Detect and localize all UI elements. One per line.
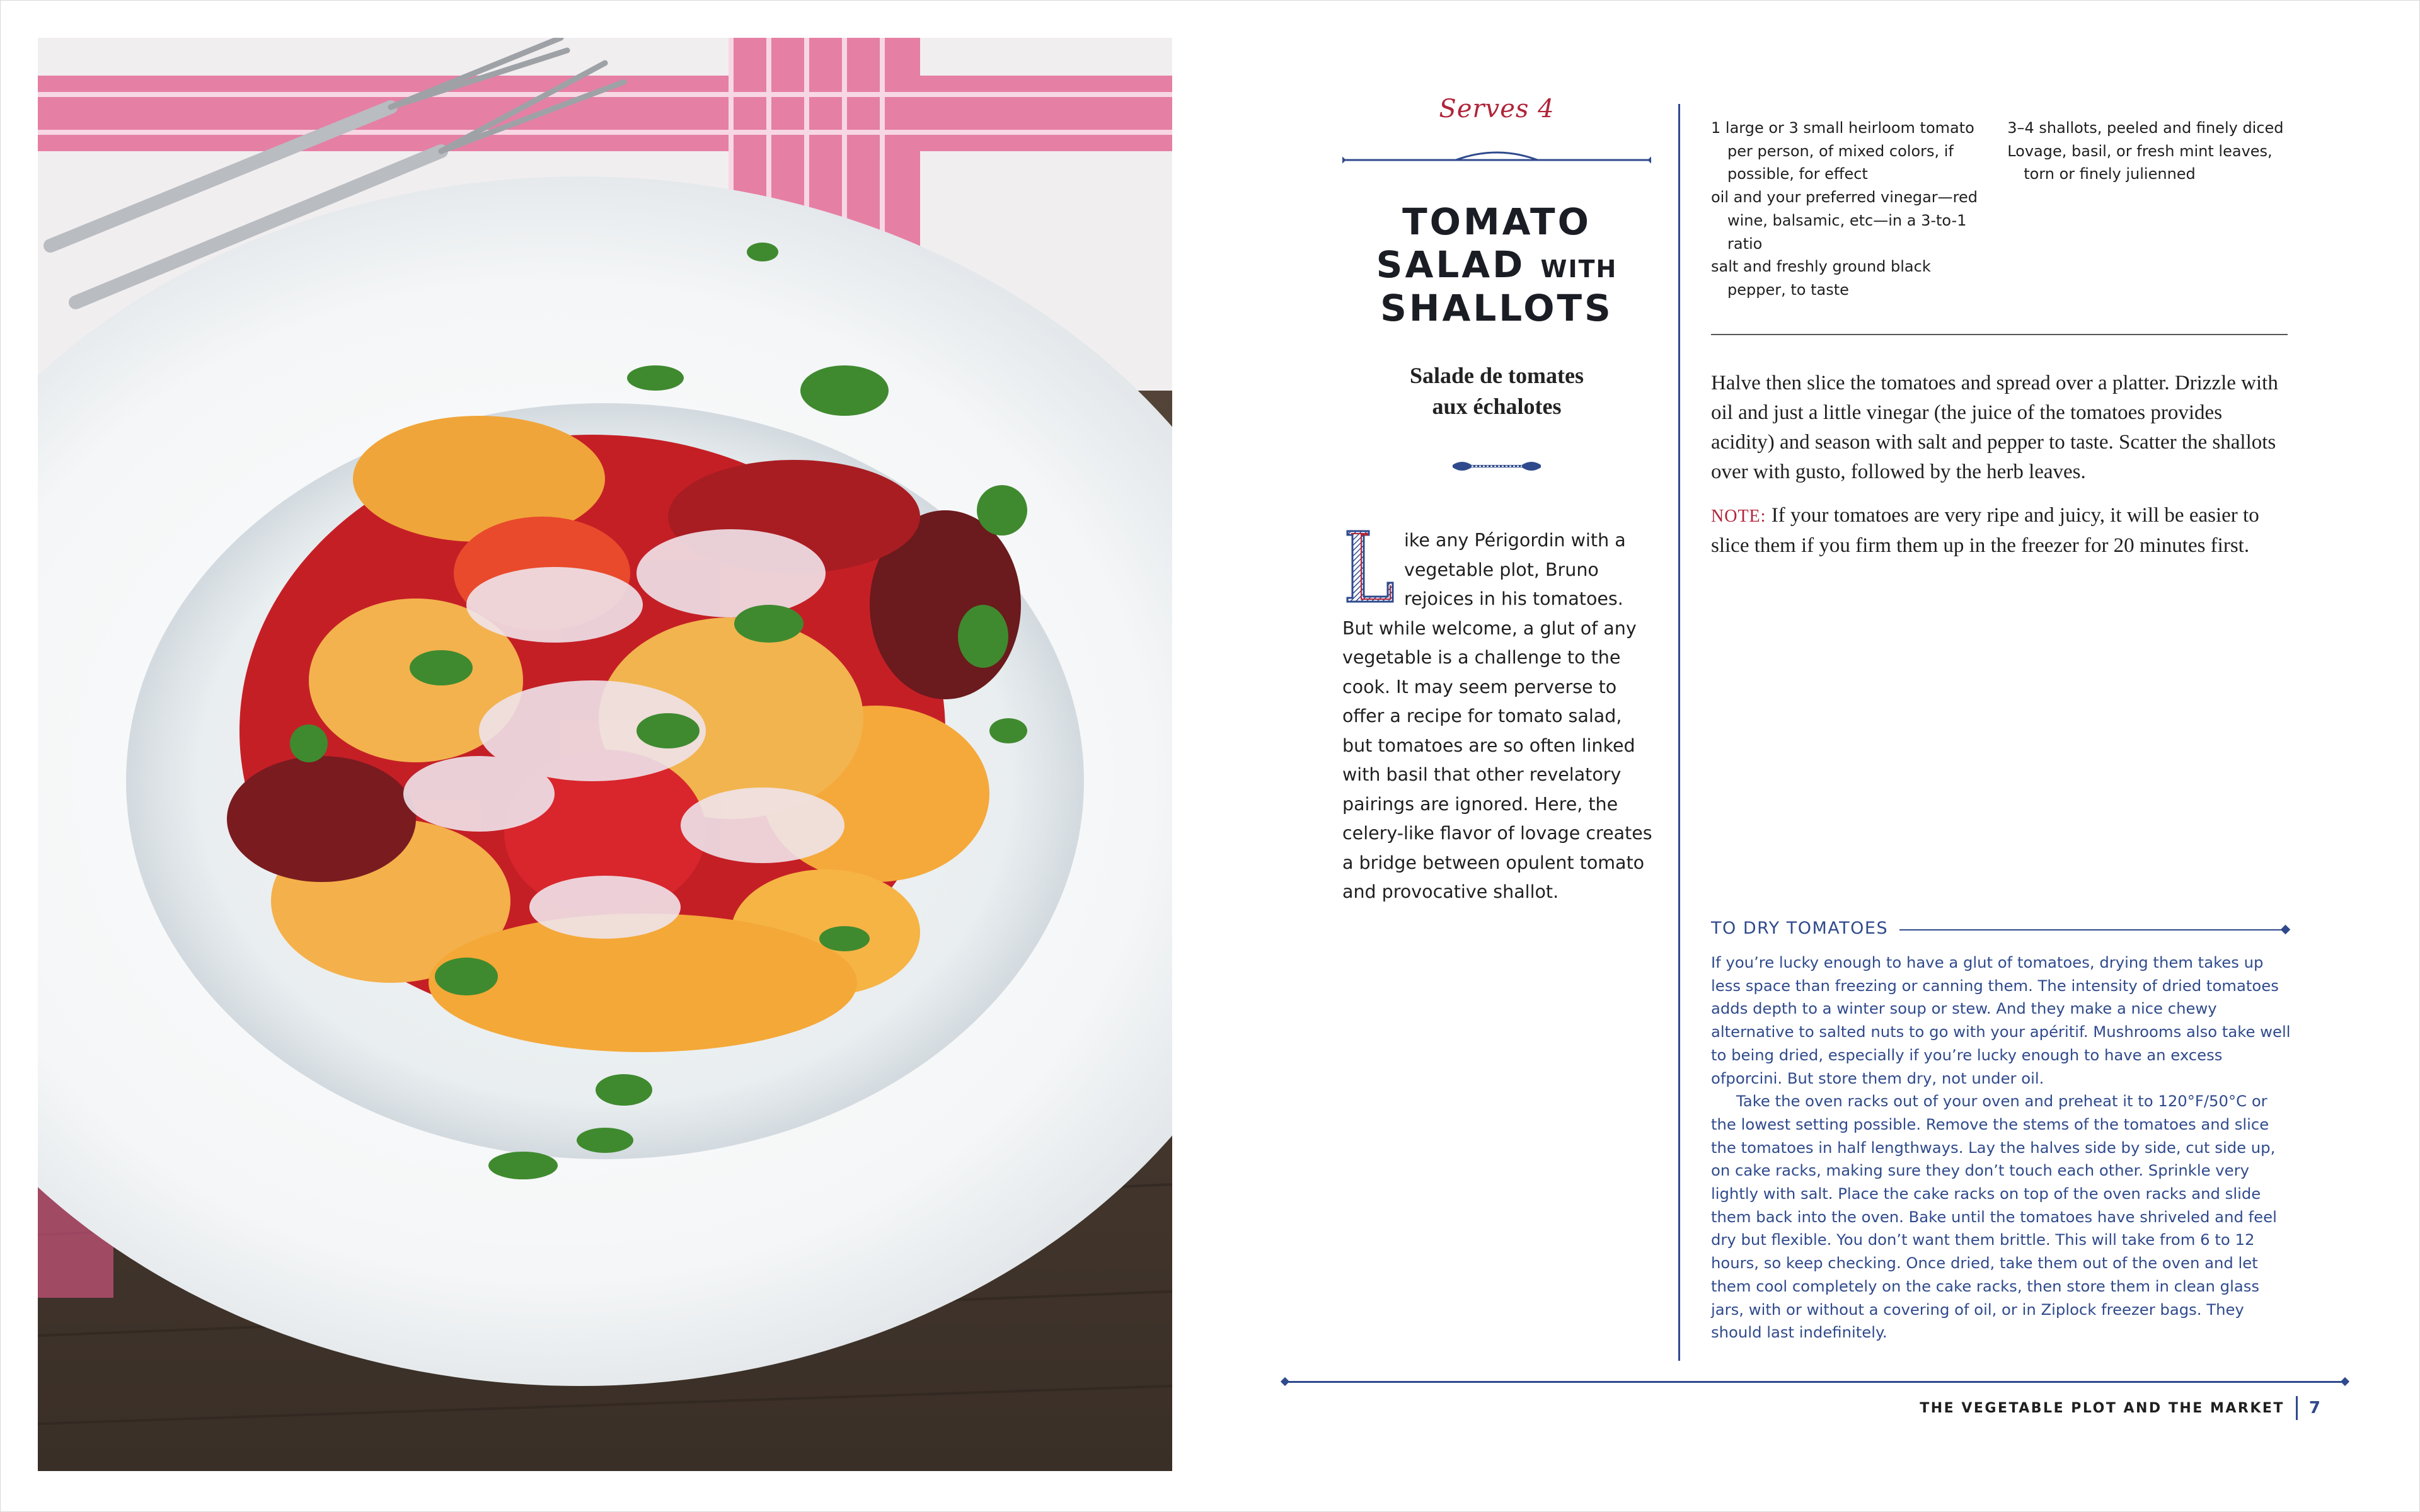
sidebar-heading xyxy=(1711,919,2288,940)
ingredients-column-2 xyxy=(2007,117,2291,302)
title-line-2 xyxy=(1342,243,1651,286)
tomato-salad-photo xyxy=(38,38,1172,1471)
ingredient-item: 1 large or 3 small heirloom tomato per person, of mixed colors, if possible, for effect xyxy=(1711,119,1974,183)
footer-section-title: THE VEGETABLE PLOT AND THE MARKET xyxy=(1920,1400,2285,1416)
serves-rule-ornament xyxy=(1342,146,1651,171)
footer-rule xyxy=(1286,1381,2344,1383)
ingredients-column-1 xyxy=(1711,117,1982,302)
divider-ornament xyxy=(1449,454,1544,479)
sidebar-body xyxy=(1711,951,2291,1344)
column-divider xyxy=(1678,104,1680,1361)
ingredient-item: oil and your preferred vinegar—red wine, balsamic, etc—in a 3-to-1 ratio xyxy=(1711,188,1978,253)
serves-header xyxy=(1342,94,1651,123)
recipe-subtitle xyxy=(1342,360,1651,421)
method-section xyxy=(1711,369,2291,575)
title-line-3: SHALLOTS xyxy=(1380,286,1613,329)
ingredients-rule xyxy=(1711,334,2288,335)
recipe-title xyxy=(1342,200,1651,329)
ingredient-item: salt and freshly ground black pepper, to taste xyxy=(1711,258,1931,299)
ingredient-item: Lovage, basil, or fresh mint leaves, torn or finely julienned xyxy=(2007,142,2273,183)
title-line-2-main: SALAD xyxy=(1376,243,1526,287)
title-line-1: TOMATO xyxy=(1402,200,1591,243)
intro-text: ike any Périgordin with a vegetable plot, Bruno rejoices in his tomatoes. But while welcome, a glut of any vegetable is a challenge to the cook. It may seem perverse to offer a recipe for tomato salad, but tomatoes are so often linked with basil that other revelatory pairings are ignored. Here, the celery-like flavor of lovage creates a bridge between opulent tomato and provocative shallot. xyxy=(1342,530,1652,902)
serves-label: Serves 4 xyxy=(1439,94,1555,123)
note-text: If your tomatoes are very ripe and juicy, it will be easier to slice them if you firm them up in the freezer for 20 minutes first. xyxy=(1711,504,2259,557)
page-number: 7 xyxy=(2308,1399,2320,1418)
sidebar-title: TO DRY TOMATOES xyxy=(1711,919,1899,938)
dropcap-letter xyxy=(1342,529,1397,604)
subtitle-line-2: aux échalotes xyxy=(1432,393,1562,419)
footer-separator xyxy=(2296,1396,2298,1420)
sidebar-paragraph-2: Take the oven racks out of your oven and preheat it to 120°F/50°C or the lowest setting possible. Remove the stems of the tomatoes and slice the tomatoes in half lengthways. Lay the halves side by side, cut side up, on cake racks, making sure they don’t touch each other. Sprinkle very lightly with salt. Place the cake racks on top of the oven racks and slide them back into the oven. Bake until the tomatoes have shriveled and feel dry but flexible. You don’t want them brittle. This will take from 6 to 12 hours, so keep checking. Once dried, take them out of the oven and let them cool completely on the cake racks, then store them in clean glass jars, with or without a covering of oil, or in Ziplock freezer bags. They should last indefinitely. xyxy=(1711,1092,2277,1342)
subtitle-line-1: Salade de tomates xyxy=(1410,363,1584,388)
ingredients-list xyxy=(1711,117,2291,302)
method-paragraph: Halve then slice the tomatoes and spread over a platter. Drizzle with oil and just a little vinegar (the juice of the tomatoes provides acidity) and season with salt and pepper to taste. Scatter the shallots over with gusto, followed by the herb leaves. xyxy=(1711,372,2278,483)
title-line-2-small: WITH xyxy=(1540,255,1618,284)
sidebar-paragraph-1: If you’re lucky enough to have a glut of tomatoes, drying them takes up less space than freezing or canning them. The intensity of dried tomatoes adds depth to a winter soup or stew. And they make a nice chewy alternative to salted nuts to go with your apéritif. Mushrooms also take well to being dried, especially if you’re lucky enough to have an excess ofporcini. But store them dry, not under oil. xyxy=(1711,953,2291,1087)
method-note xyxy=(1711,501,2291,561)
ingredient-item: 3–4 shallots, peeled and finely diced xyxy=(2007,119,2284,137)
page-footer xyxy=(1920,1396,2320,1420)
intro-paragraph xyxy=(1342,526,1654,907)
note-label: NOTE: xyxy=(1711,507,1766,526)
